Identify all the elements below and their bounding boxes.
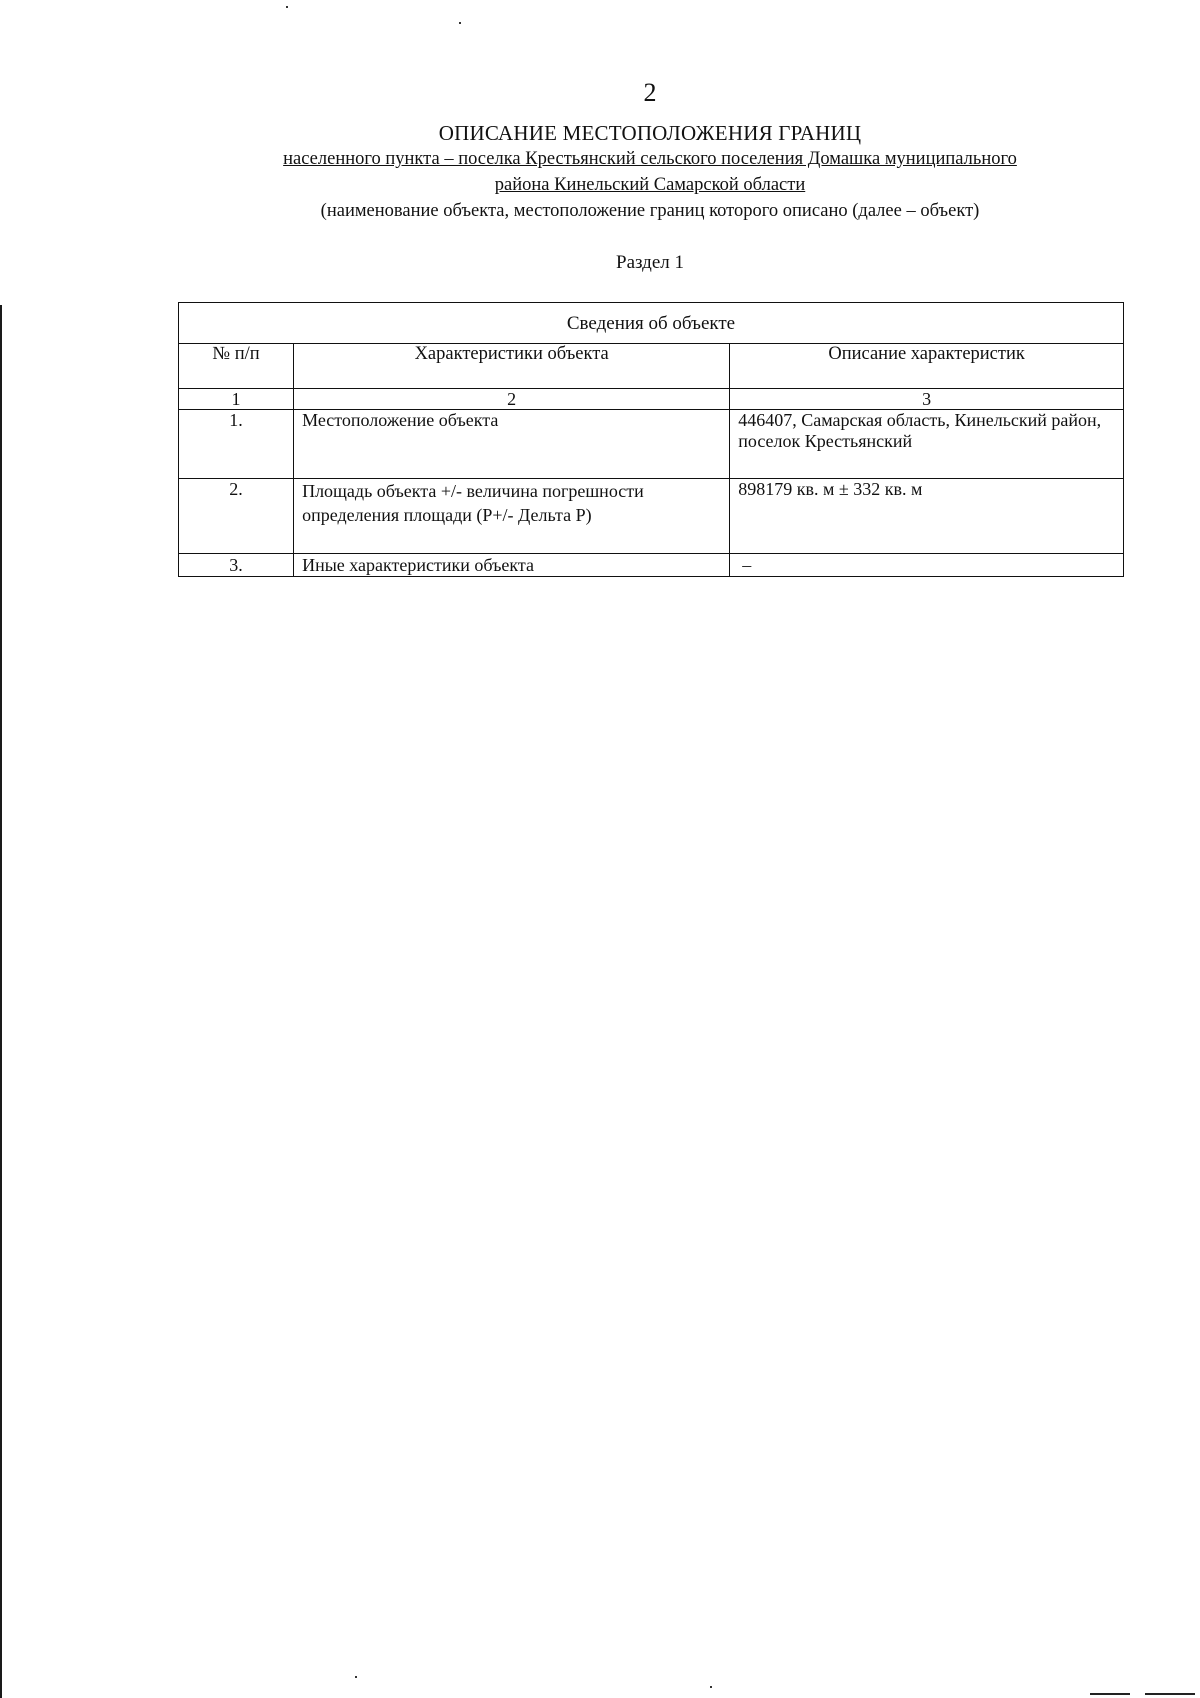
row-description: 446407, Самарская область, Кинельский район, поселок Крестьянский	[730, 410, 1124, 479]
row-number: 2.	[179, 479, 294, 554]
scan-speck	[355, 1676, 357, 1678]
header-description: Описание характеристик	[730, 344, 1124, 389]
row-description: 898179 кв. м ± 332 кв. м	[730, 479, 1124, 554]
row-number: 1.	[179, 410, 294, 479]
object-name-line-1: населенного пункта – поселка Крестьянский сельского поселения Домашка муниципального	[283, 149, 1017, 169]
row-characteristic-text: Площадь объекта +/- величина погрешности определения площади (Р+/- Дельта Р)	[302, 481, 644, 525]
object-name-line-2: района Кинельский Самарской области	[494, 175, 806, 195]
scan-speck	[286, 6, 288, 8]
object-name-note: (наименование объекта, местоположение границ которого описано (далее – объект)	[320, 201, 980, 221]
column-index: 1	[179, 389, 294, 410]
column-index: 3	[730, 389, 1124, 410]
table-row	[179, 554, 1124, 577]
scan-footer-mark	[1145, 1693, 1195, 1695]
table-caption: Сведения об объекте	[179, 303, 1124, 344]
document-title: ОПИСАНИЕ МЕСТОПОЛОЖЕНИЯ ГРАНИЦ	[438, 121, 862, 145]
header-characteristic: Характеристики объекта	[294, 344, 730, 389]
scan-edge-line	[0, 305, 2, 1698]
page-number: 2	[643, 78, 657, 107]
scan-speck	[459, 22, 461, 24]
row-characteristic	[294, 479, 730, 554]
row-number: 3.	[179, 554, 294, 577]
table-index-row	[179, 389, 1124, 410]
table-caption-row	[179, 303, 1124, 344]
object-info-table	[178, 302, 1124, 577]
header-num: № п/п	[179, 344, 294, 389]
table-row	[179, 479, 1124, 554]
row-characteristic: Местоположение объекта	[294, 410, 730, 479]
row-characteristic: Иные характеристики объекта	[294, 554, 730, 577]
table-row	[179, 410, 1124, 479]
scan-footer-mark	[1090, 1693, 1130, 1695]
section-label: Раздел 1	[616, 252, 684, 273]
column-index: 2	[294, 389, 730, 410]
scan-speck	[710, 1686, 712, 1688]
table-header-row	[179, 344, 1124, 389]
document-header	[170, 120, 1130, 224]
row-description: –	[730, 554, 1124, 577]
